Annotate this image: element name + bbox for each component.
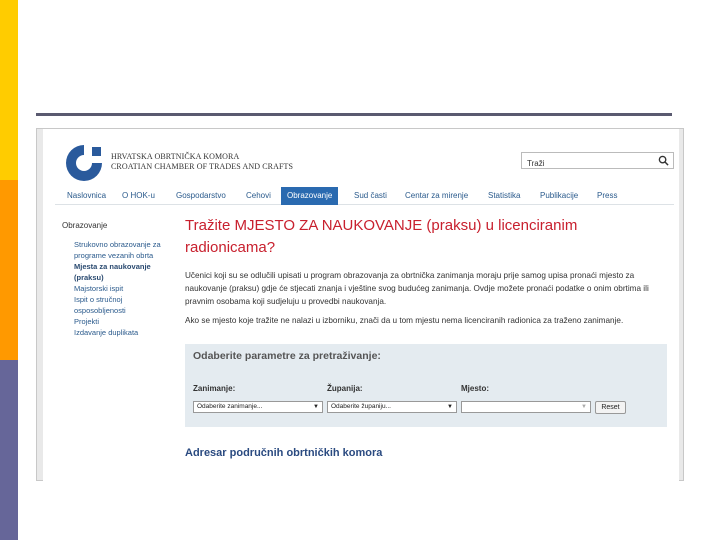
sidebar-link-strukovno[interactable]: Strukovno obrazovanje za programe vezanih obrta (74, 240, 161, 260)
nav-o-hok[interactable]: O HOK-u (122, 191, 155, 200)
website-page (43, 129, 679, 481)
sidebar-link-mjesta-za-naukovanje[interactable]: Mjesta za naukovanje (praksu) (74, 262, 151, 282)
hok-logo-icon[interactable] (65, 141, 107, 183)
zanimanje-select-value: Odaberite zanimanje... (197, 403, 263, 410)
reset-button[interactable]: Reset (595, 401, 626, 414)
nav-press[interactable]: Press (597, 191, 618, 200)
nav-statistika[interactable]: Statistika (488, 191, 521, 200)
filter-title: Odaberite parametre za pretraživanje: (193, 350, 381, 362)
sidebar-link-projekti[interactable]: Projekti (74, 317, 100, 326)
search-box (521, 152, 674, 169)
website-screenshot (36, 128, 684, 481)
zanimanje-select[interactable] (193, 401, 323, 413)
sidebar-link-izdavanje-duplikata[interactable]: Izdavanje duplikata (74, 328, 139, 337)
site-header (43, 129, 679, 185)
orange-side-bar (0, 180, 18, 360)
mjesto-label: Mjesto: (461, 384, 489, 393)
adresar-link[interactable]: Adresar područnih obrtničkih komora (185, 447, 383, 459)
title-rule (36, 113, 672, 116)
sidebar-title: Obrazovanje (62, 221, 108, 230)
chevron-down-icon: ▼ (447, 404, 453, 410)
intro-paragraph: Učenici koji su se odlučili upisati u program obrazovanja za obrtnička zanimanja moraju prije samog upisa pronaći mjesto za naukovanje (praksu) gdje će stjecati znanja i vještine svog budućeg zanimanja. Ovdje možete pronaći podatke o onim obrtima ili pravnim osobama koji sudjeluju u provedbi naukovanja. (185, 271, 649, 306)
chevron-down-icon: ▼ (313, 404, 319, 410)
sidebar-links (74, 239, 174, 338)
brand-name-en: CROATIAN CHAMBER OF TRADES AND CRAFTS (111, 162, 294, 171)
zupanija-label: Županija: (327, 384, 363, 393)
search-icon[interactable] (658, 155, 669, 166)
zupanija-select-value: Odaberite županiju... (331, 403, 391, 410)
main-nav (55, 187, 674, 205)
page-title: Tražite MJESTO ZA NAUKOVANJE (praksu) u licenciranim radionicama? (185, 217, 578, 256)
sidebar-link-ispit-strucne-osposobljenosti[interactable]: Ispit o stručnoj osposobljenosti (74, 295, 126, 315)
nav-naslovnica[interactable]: Naslovnica (67, 191, 107, 200)
yellow-side-bar (0, 0, 18, 180)
nav-gospodarstvo[interactable]: Gospodarstvo (176, 191, 226, 200)
brand-name-hr: HRVATSKA OBRTNIČKA KOMORA (111, 152, 240, 161)
nav-centar-za-mirenje[interactable]: Centar za mirenje (405, 191, 469, 200)
search-input[interactable] (522, 156, 652, 171)
nav-publikacije[interactable]: Publikacije (540, 191, 579, 200)
purple-side-bar (0, 360, 18, 540)
chevron-down-icon: ▼ (581, 404, 587, 410)
note-paragraph: Ako se mjesto koje tražite ne nalazi u izborniku, znači da u tom mjestu nema licenciranih radionica za traženo zanimanje. (185, 316, 624, 325)
mjesto-select[interactable] (461, 401, 591, 413)
search-filter-panel (185, 344, 667, 427)
zupanija-select[interactable] (327, 401, 457, 413)
zanimanje-label: Zanimanje: (193, 384, 236, 393)
nav-sud-casti[interactable]: Sud časti (354, 191, 387, 200)
sidebar-link-majstorski-ispit[interactable]: Majstorski ispit (74, 284, 124, 293)
nav-cehovi[interactable]: Cehovi (246, 191, 271, 200)
nav-obrazovanje[interactable]: Obrazovanje (281, 187, 338, 205)
